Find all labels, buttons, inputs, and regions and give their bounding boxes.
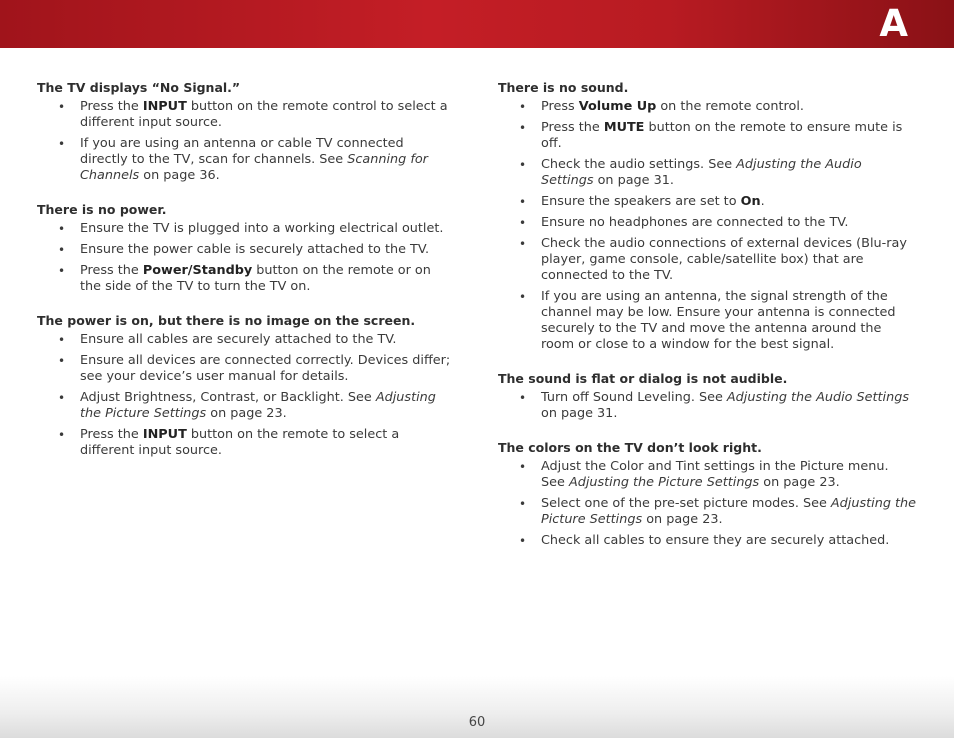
cross-reference: Adjusting the Audio Settings [726,390,910,405]
item-text: Check the audio settings. See [541,157,737,172]
item-text: Press the [80,427,143,442]
bold-term: MUTE [603,120,645,135]
bold-term: INPUT [142,427,187,442]
bold-term: Volume Up [578,99,657,114]
list-item [37,99,457,131]
item-text: . [760,194,765,209]
troubleshooting-section [37,313,457,459]
list-item [37,427,457,459]
troubleshooting-section [498,440,918,549]
section-title: The TV displays “No Signal.” [37,80,241,95]
page-number: 60 [468,715,486,730]
bullet-icon: • [58,264,66,278]
item-text: Ensure the power cable is securely attached to the TV. [80,242,430,257]
item-text: Press the [541,120,604,135]
troubleshooting-section [37,80,457,184]
bullet-icon: • [58,222,66,236]
bullet-icon: • [58,354,66,368]
item-text: on page 23. [642,512,723,527]
section-title: The power is on, but there is no image on the screen. [37,313,416,328]
item-text: button on the remote or on the side of the TV to turn the TV on. [80,263,431,294]
bullet-list [37,332,457,459]
list-item [37,242,457,258]
item-text: on page 23. [206,406,287,421]
bullet-list [37,99,457,184]
bullet-icon: • [58,243,66,257]
list-item [498,194,918,210]
item-text: Check the audio connections of external devices (Blu-ray player, game console, cable/satellite box) that are connected to the TV. [541,236,907,283]
item-text: on page 31. [541,406,618,421]
cross-reference: Scanning for Channels [80,152,428,183]
bullet-icon: • [519,497,527,511]
bullet-icon: • [58,428,66,442]
item-text: Ensure all devices are connected correctly. Devices differ; see your device’s user manual for details. [80,353,451,384]
item-text: Ensure no headphones are connected to the TV. [541,215,849,230]
item-text: button on the remote control to select a different input source. [80,99,448,130]
list-item [37,390,457,422]
item-text: on page 23. [759,475,840,490]
list-item [498,120,918,152]
troubleshooting-section [498,371,918,422]
troubleshooting-section [37,202,457,295]
bullet-list [498,459,918,549]
list-item [37,136,457,184]
item-text: Adjust the Color and Tint settings in the Picture menu. See [541,459,889,490]
section-title: There is no power. [37,202,167,217]
cross-reference: Adjusting the Picture Settings [80,390,436,421]
item-text: If you are using an antenna or cable TV connected directly to the TV, scan for channels. See [80,136,404,167]
left-column [37,80,457,477]
list-item [37,353,457,385]
list-item [37,221,457,237]
bullet-icon: • [519,121,527,135]
bullet-icon: • [519,460,527,474]
list-item [498,533,918,549]
item-text: Ensure the speakers are set to [541,194,741,209]
list-item [37,263,457,295]
header-bar [0,0,954,48]
item-text: Press [541,99,579,114]
bullet-icon: • [519,216,527,230]
section-title: There is no sound. [498,80,629,95]
list-item [498,236,918,284]
list-item [498,496,918,528]
list-item [498,99,918,115]
bullet-icon: • [519,237,527,251]
item-text: Ensure the TV is plugged into a working electrical outlet. [80,221,444,236]
bullet-list [498,99,918,353]
item-text: Ensure all cables are securely attached to the TV. [80,332,397,347]
list-item [498,157,918,189]
item-text: on page 31. [593,173,674,188]
right-column [498,80,918,567]
list-item [498,215,918,231]
bullet-icon: • [519,100,527,114]
item-text: button on the remote to ensure mute is off. [541,120,903,151]
troubleshooting-section [498,80,918,353]
bullet-icon: • [58,333,66,347]
bold-term: Power/Standby [142,263,253,278]
bullet-icon: • [58,391,66,405]
list-item [498,289,918,353]
bold-term: On [740,194,761,209]
item-text: Turn off Sound Leveling. See [541,390,727,405]
bold-term: INPUT [142,99,187,114]
appendix-letter: A [879,2,908,45]
list-item [498,459,918,491]
item-text: on the remote control. [656,99,804,114]
cross-reference: Adjusting the Picture Settings [541,496,917,527]
section-title: The sound is flat or dialog is not audible. [498,371,788,386]
bullet-list [37,221,457,295]
item-text: Select one of the pre-set picture modes. See [541,496,831,511]
list-item [498,390,918,422]
cross-reference: Adjusting the Picture Settings [568,475,760,490]
bullet-icon: • [58,137,66,151]
bullet-icon: • [519,195,527,209]
footer [0,676,954,738]
item-text: Adjust Brightness, Contrast, or Backlight. See [80,390,376,405]
item-text: If you are using an antenna, the signal strength of the channel may be low. Ensure your antenna is connected securely to the TV and move the antenna around the room or close to a window for the best signal. [541,289,896,352]
item-text: button on the remote to select a different input source. [80,427,400,458]
item-text: on page 36. [139,168,220,183]
cross-reference: Adjusting the Audio Settings [541,157,862,188]
item-text: Check all cables to ensure they are securely attached. [541,533,890,548]
bullet-icon: • [519,158,527,172]
bullet-icon: • [58,100,66,114]
list-item [37,332,457,348]
section-title: The colors on the TV don’t look right. [498,440,762,455]
bullet-icon: • [519,534,527,548]
item-text: Press the [80,99,143,114]
bullet-list [498,390,918,422]
item-text: Press the [80,263,143,278]
bullet-icon: • [519,391,527,405]
bullet-icon: • [519,290,527,304]
